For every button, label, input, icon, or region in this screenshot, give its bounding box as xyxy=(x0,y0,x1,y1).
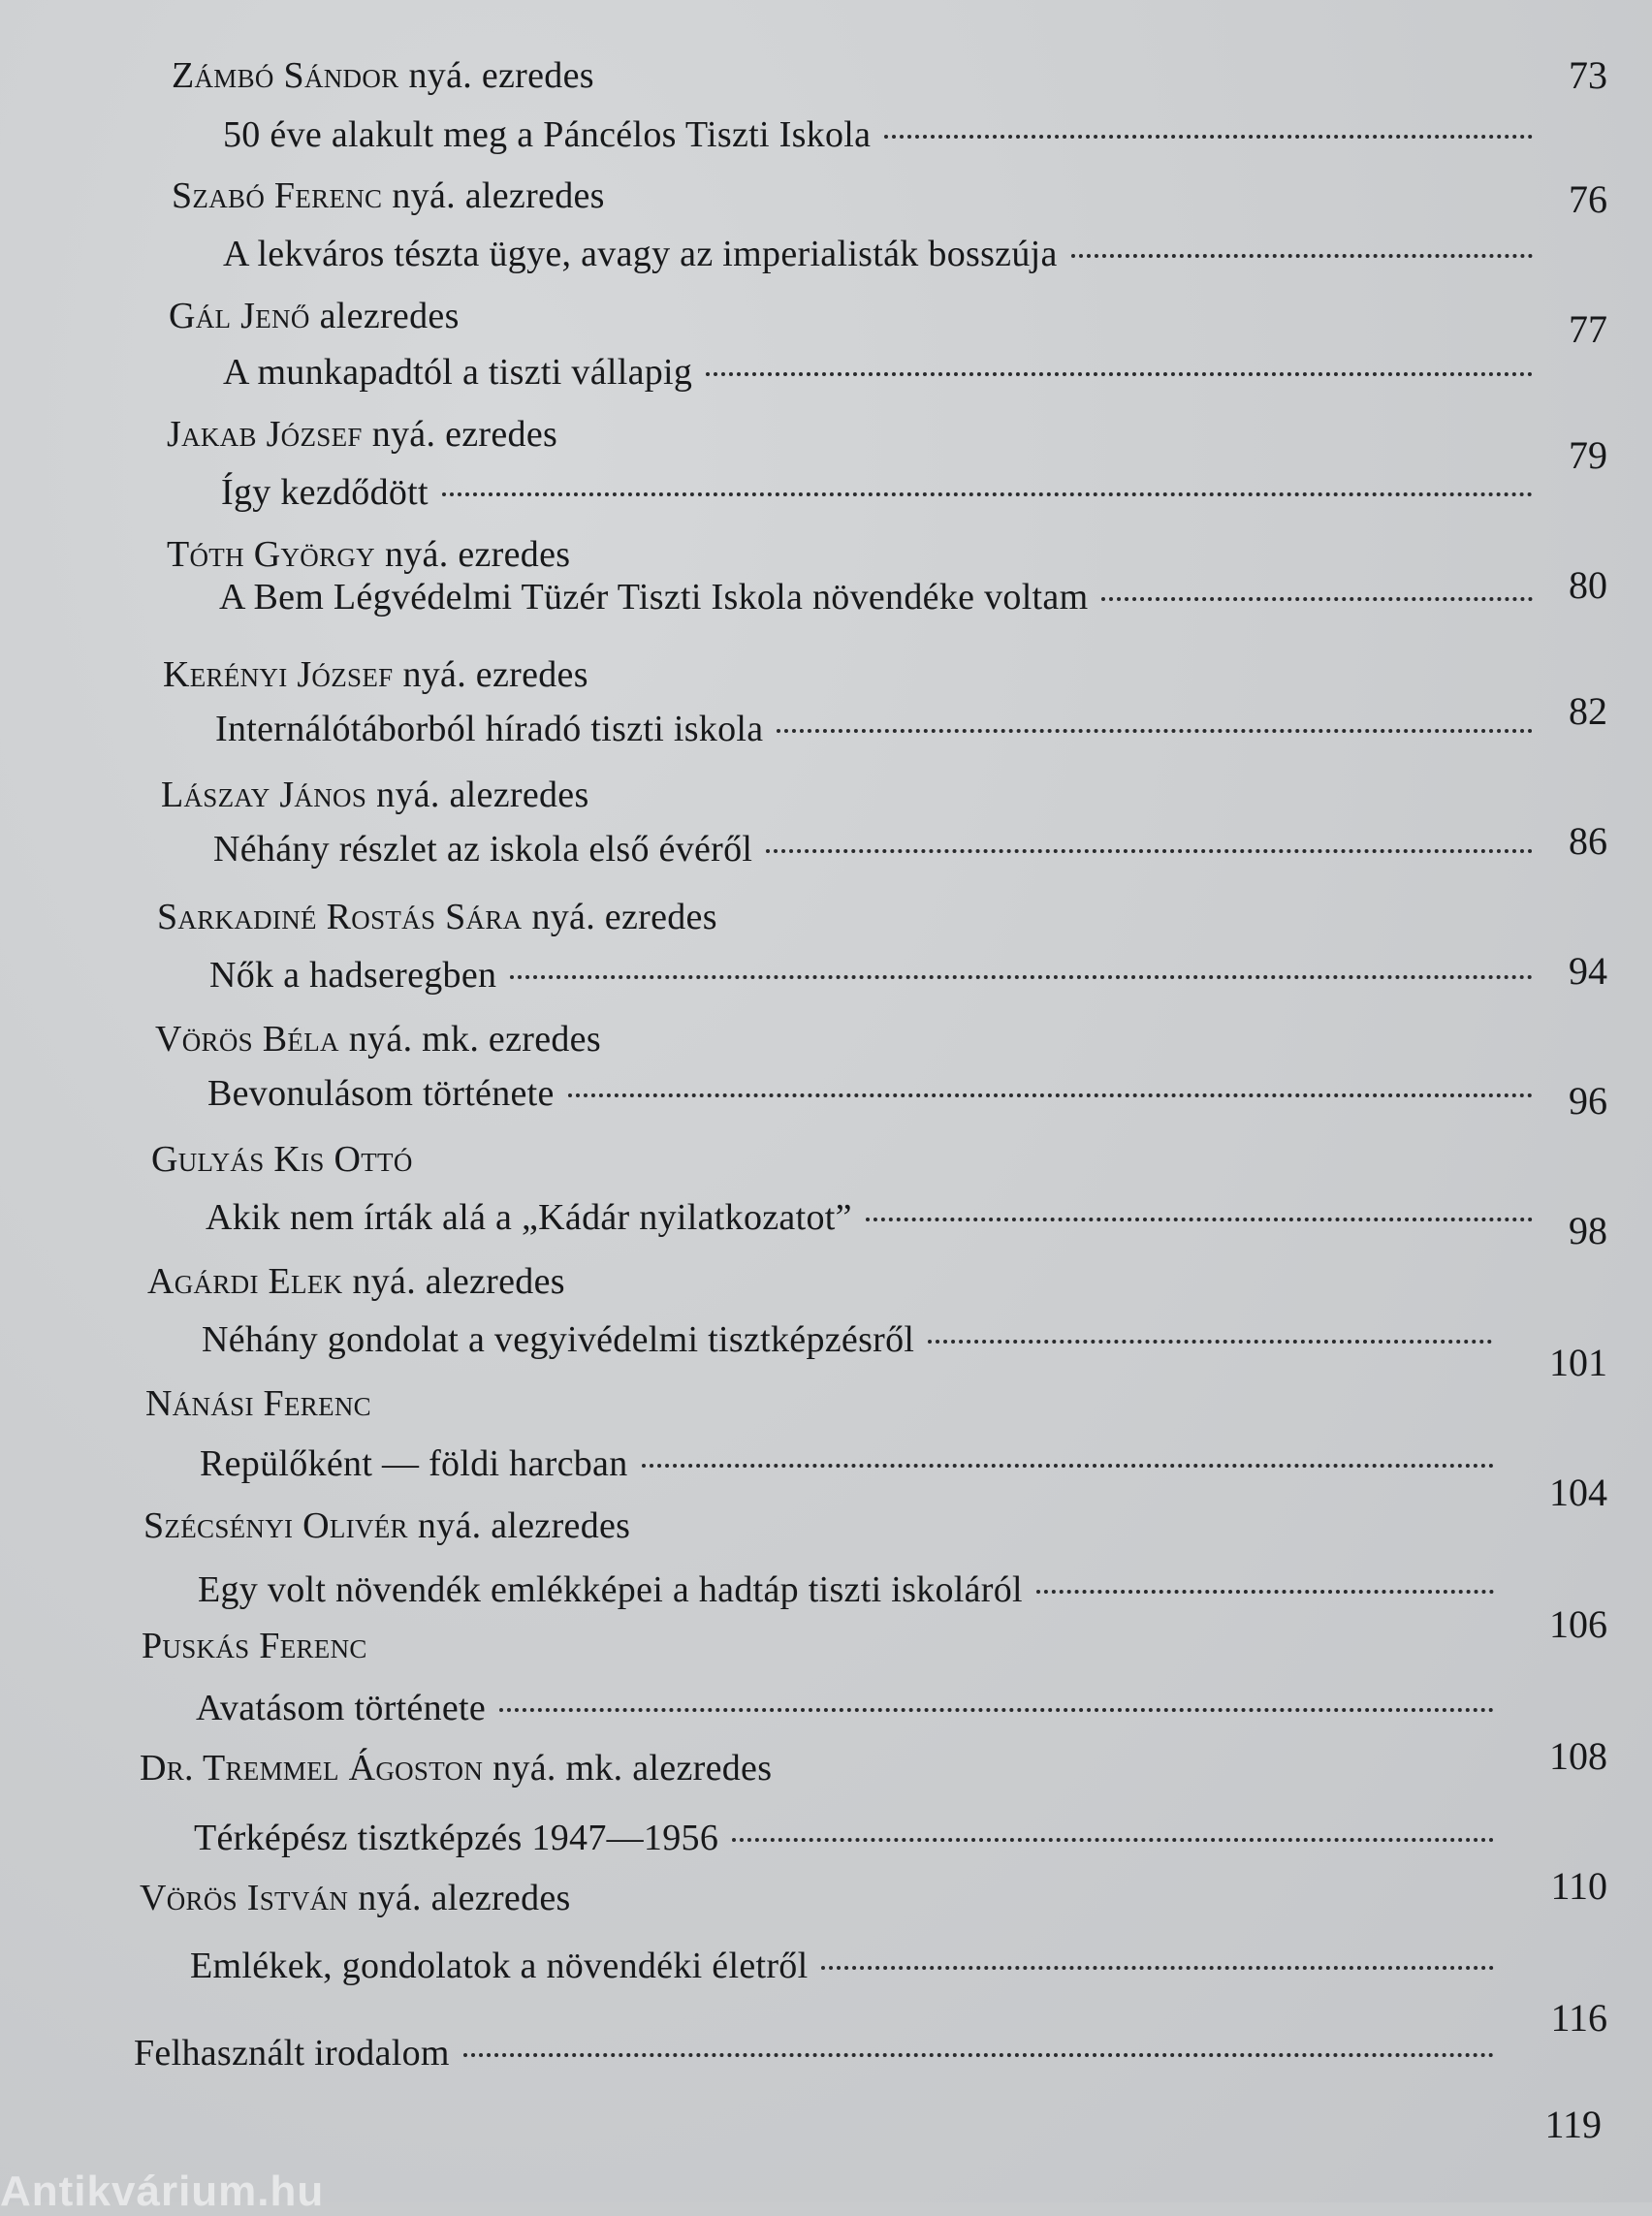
leader-dots xyxy=(928,1340,1492,1344)
entry-author xyxy=(155,1020,601,1059)
entry-title: Néhány részlet az iskola első évéről xyxy=(213,829,753,870)
entry-page-number: 77 xyxy=(1569,307,1607,351)
entry-author xyxy=(140,1879,571,1917)
entry-title-row xyxy=(223,113,1546,156)
entry-author xyxy=(151,1140,413,1179)
entry-title-row xyxy=(209,954,1546,997)
entry-title-row xyxy=(213,828,1546,871)
leader-dots xyxy=(463,2053,1494,2057)
entry-page-number: 108 xyxy=(1549,1734,1607,1778)
leader-dots xyxy=(1101,597,1533,601)
entry-title: Emlékek, gondolatok a növendéki életről xyxy=(190,1946,809,1986)
leader-dots xyxy=(1071,254,1533,258)
entry-author xyxy=(140,1749,772,1788)
leader-dots xyxy=(866,1218,1533,1221)
leader-dots xyxy=(706,372,1533,376)
author-rank: nyá. ezredes xyxy=(531,897,717,937)
entry-author xyxy=(172,176,605,215)
entry-title: A Bem Légvédelmi Tüzér Tiszti Iskola növendéke voltam xyxy=(219,577,1089,617)
entry-page-number: 79 xyxy=(1569,433,1607,477)
author-rank: nyá. ezredes xyxy=(371,414,558,455)
leader-dots xyxy=(777,729,1533,733)
leader-dots xyxy=(499,1708,1494,1712)
entry-title: Így kezdődött xyxy=(221,472,429,513)
entry-author xyxy=(142,1627,367,1665)
leader-dots xyxy=(568,1093,1533,1097)
entry-page-number: 98 xyxy=(1569,1209,1607,1252)
author-name: Nánási Ferenc xyxy=(145,1383,371,1424)
leader-dots xyxy=(442,492,1533,496)
entry-title-row xyxy=(221,471,1546,514)
entry-page-number: 82 xyxy=(1569,689,1607,733)
entry-author xyxy=(147,1262,565,1301)
entry-author xyxy=(163,655,588,694)
author-rank: nyá. alezredes xyxy=(376,775,589,815)
author-name: Szécsényi Olivér xyxy=(143,1505,408,1546)
entry-title-row xyxy=(190,1945,1508,1987)
author-rank: nyá. alezredes xyxy=(352,1261,565,1302)
entry-author xyxy=(167,535,570,574)
entry-page-number: 116 xyxy=(1550,1996,1607,2040)
entry-title: Felhasznált irodalom xyxy=(134,2033,450,2074)
author-name: Gulyás Kis Ottó xyxy=(151,1139,413,1180)
entry-title: Néhány gondolat a vegyivédelmi tisztképzésről xyxy=(202,1319,915,1360)
leader-dots xyxy=(1036,1590,1494,1594)
author-name: Gál Jenő xyxy=(169,296,310,336)
author-rank: nyá. alezredes xyxy=(358,1878,571,1918)
entry-page-number: 73 xyxy=(1569,53,1607,97)
author-name: Szabó Ferenc xyxy=(172,175,383,216)
entry-title-row xyxy=(134,2032,1508,2074)
author-rank: nyá. mk. ezredes xyxy=(348,1019,601,1060)
entry-title-row xyxy=(223,233,1546,275)
leader-dots xyxy=(510,975,1533,979)
author-name: Tóth György xyxy=(167,534,375,575)
author-name: Lászay János xyxy=(161,775,367,815)
entry-title-row xyxy=(200,1442,1508,1485)
entry-title: Bevonulásom története xyxy=(207,1073,555,1114)
entry-title-row xyxy=(223,351,1546,394)
entry-page-number: 80 xyxy=(1569,563,1607,607)
entry-title-row xyxy=(202,1318,1506,1361)
author-name: Zámbó Sándor xyxy=(172,55,399,96)
entry-title-row xyxy=(194,1817,1508,1859)
entry-page-number: 96 xyxy=(1569,1079,1607,1123)
entry-title-row xyxy=(198,1568,1508,1611)
entry-page-number: 104 xyxy=(1549,1471,1607,1514)
entry-title-row xyxy=(215,708,1546,750)
author-name: Kerényi József xyxy=(163,654,394,695)
entry-author xyxy=(169,297,460,335)
watermark: Antikvárium.hu xyxy=(0,2168,325,2215)
entry-page-number: 94 xyxy=(1569,949,1607,993)
author-name: Sarkadiné Rostás Sára xyxy=(157,897,523,937)
author-rank: nyá. ezredes xyxy=(408,55,594,96)
entry-page-number: 76 xyxy=(1569,177,1607,221)
entry-page-number: 106 xyxy=(1549,1602,1607,1646)
author-rank: nyá. ezredes xyxy=(402,654,588,695)
entry-author xyxy=(172,56,594,95)
leader-dots xyxy=(642,1464,1494,1468)
author-rank: alezredes xyxy=(319,296,460,336)
entry-title: A lekváros tészta ügye, avagy az imperialisták bosszúja xyxy=(223,234,1058,274)
entry-title: Repülőként — földi harcban xyxy=(200,1443,628,1484)
entry-title-row xyxy=(196,1687,1508,1729)
entry-page-number: 101 xyxy=(1549,1341,1607,1384)
entry-title: A munkapadtól a tiszti vállapig xyxy=(223,352,693,393)
entry-title-row xyxy=(206,1196,1546,1239)
entry-title: 50 éve alakult meg a Páncélos Tiszti Iskola xyxy=(223,114,872,155)
author-rank: nyá. alezredes xyxy=(417,1505,631,1546)
author-name: Vörös István xyxy=(140,1878,349,1918)
author-name: Puskás Ferenc xyxy=(142,1626,367,1666)
entry-title: Internálótáborból híradó tiszti iskola xyxy=(215,709,764,749)
entry-title: Térképész tisztképzés 1947—1956 xyxy=(194,1818,719,1858)
entry-title-row xyxy=(219,576,1546,618)
entry-author xyxy=(143,1506,630,1545)
entry-author xyxy=(145,1384,371,1423)
author-rank: nyá. ezredes xyxy=(384,534,571,575)
author-name: Vörös Béla xyxy=(155,1019,339,1060)
entry-author xyxy=(161,776,589,814)
author-name: Dr. Tremmel Ágoston xyxy=(140,1748,484,1789)
entry-title-row xyxy=(207,1072,1546,1115)
author-rank: nyá. mk. alezredes xyxy=(492,1748,773,1789)
leader-dots xyxy=(884,135,1533,139)
entry-title: Akik nem írták alá a „Kádár nyilatkozatot” xyxy=(206,1197,852,1238)
entry-author xyxy=(167,415,557,454)
author-name: Jakab József xyxy=(167,414,363,455)
author-name: Agárdi Elek xyxy=(147,1261,343,1302)
author-rank: nyá. alezredes xyxy=(392,175,605,216)
leader-dots xyxy=(821,1966,1494,1970)
entry-page-number: 119 xyxy=(1544,2103,1602,2146)
leader-dots xyxy=(732,1838,1494,1842)
leader-dots xyxy=(766,849,1533,853)
entry-page-number: 86 xyxy=(1569,819,1607,863)
entry-title: Egy volt növendék emlékképei a hadtáp tiszti iskoláról xyxy=(198,1569,1023,1610)
entry-author xyxy=(157,898,717,936)
entry-title: Nők a hadseregben xyxy=(209,955,497,996)
entry-title: Avatásom története xyxy=(196,1688,487,1728)
entry-page-number: 110 xyxy=(1550,1864,1607,1908)
